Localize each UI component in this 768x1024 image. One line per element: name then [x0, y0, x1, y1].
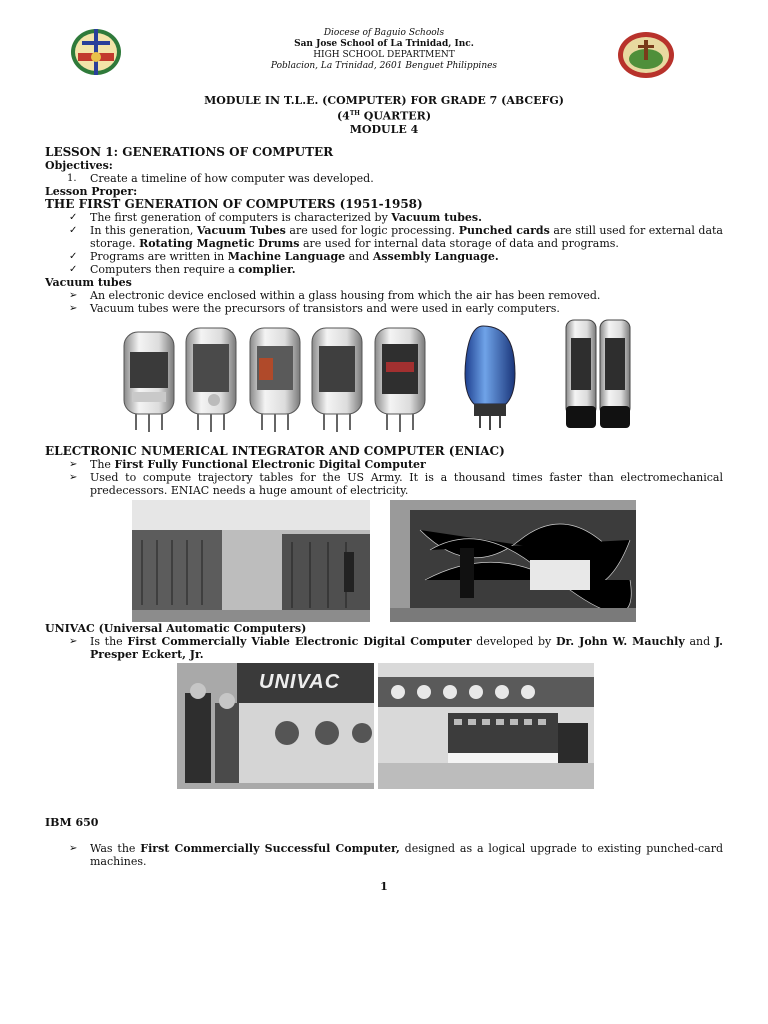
lesson-section	[45, 146, 723, 315]
text-bold: Vacuum Tubes	[196, 224, 286, 237]
vacuum-bullet-1	[45, 289, 723, 302]
text: Is the	[90, 635, 128, 648]
text-bold: complier.	[238, 263, 296, 276]
tube-5	[375, 328, 425, 432]
text-bold: J. Presper Eckert, Jr.	[90, 635, 723, 661]
text-bold: Assembly Language.	[372, 250, 499, 263]
module-title	[0, 94, 768, 136]
ibm-section	[45, 816, 723, 868]
lesson-proper-label: Lesson Proper:	[45, 185, 138, 198]
text: and	[684, 635, 715, 648]
objective-text: Create a timeline of how computer was developed.	[90, 172, 374, 185]
objective-item	[45, 172, 723, 185]
school-name: San Jose School of La Trinidad, Inc.	[294, 39, 474, 49]
text: The first generation of computers is characterized by	[90, 211, 392, 224]
lesson-heading: LESSON 1: GENERATIONS OF COMPUTER	[45, 145, 334, 159]
school-header	[0, 28, 768, 72]
quarter-post: QUARTER)	[359, 109, 432, 123]
text-bold: First Commercially Viable Electronic Digital Computer	[127, 635, 472, 648]
text-bold: Rotating Magnetic Drums	[139, 237, 300, 250]
check-icon: ✓	[69, 264, 78, 275]
text: and	[345, 250, 373, 263]
tube-blue	[465, 326, 515, 430]
text: Programs are written in	[90, 250, 228, 263]
vacuum-tubes-heading: Vacuum tubes	[45, 276, 132, 289]
eniac-bullet-1	[45, 458, 723, 471]
text: An electronic device enclosed within a glass housing from which the air has been removed.	[90, 289, 601, 302]
tube-1	[124, 332, 174, 432]
department-name: HIGH SCHOOL DEPARTMENT	[313, 50, 455, 60]
text-bold: Punched cards	[458, 224, 550, 237]
arrow-icon: ➢	[69, 636, 78, 647]
univac-photo-1	[177, 663, 374, 789]
diocese-name: Diocese of Baguio Schools	[323, 28, 445, 38]
first-gen-bullet-2	[45, 224, 723, 250]
arrow-icon: ➢	[69, 459, 78, 470]
text: are still used for external data storage.	[90, 224, 723, 250]
tube-4	[312, 328, 362, 432]
text-bold: Dr. John W. Mauchly	[555, 635, 685, 648]
first-gen-bullet-1	[45, 211, 723, 224]
text: In this generation,	[90, 224, 197, 237]
quarter-sup: TH	[349, 110, 360, 117]
text: are used for internal data storage of data and programs.	[299, 237, 619, 250]
text: are used for logic processing.	[285, 224, 459, 237]
eniac-photo-1	[132, 500, 370, 622]
spacer	[45, 829, 723, 842]
vacuum-tubes-image	[118, 318, 634, 436]
check-icon: ✓	[69, 251, 78, 262]
text-bold: First Commercially Successful Computer,	[140, 842, 400, 855]
univac-sign: UNIVAC	[259, 671, 341, 693]
tube-pair	[566, 320, 630, 428]
text: Used to compute trajectory tables for the US Army. It is a thousand times faster than electromechanical predecessors. ENIAC needs a huge amount of electricity.	[90, 471, 723, 497]
quarter-pre: (4	[336, 109, 350, 123]
eniac-bullet-2	[45, 471, 723, 497]
univac-heading: UNIVAC (Universal Automatic Computers)	[45, 622, 307, 635]
text-bold: First Fully Functional Electronic Digital Computer	[114, 458, 426, 471]
ibm-bullet-1	[45, 842, 723, 868]
text-bold: Vacuum tubes.	[391, 211, 482, 224]
objectives-label: Objectives:	[45, 159, 113, 172]
text: Was the	[90, 842, 141, 855]
univac-photo-2	[378, 663, 594, 789]
arrow-icon: ➢	[69, 843, 78, 854]
univac-bullet-1	[45, 635, 723, 661]
arrow-icon: ➢	[69, 290, 78, 301]
vacuum-bullet-2	[45, 302, 723, 315]
objective-number: 1.	[67, 173, 77, 184]
eniac-photo-2	[390, 500, 636, 622]
text: designed as a logical upgrade to existing punched-card machines.	[90, 842, 724, 868]
school-address: Poblacion, La Trinidad, 2601 Benguet Philippines	[270, 61, 498, 71]
tube-3	[250, 328, 300, 432]
arrow-icon: ➢	[69, 303, 78, 314]
eniac-section	[45, 445, 723, 497]
text-bold: Machine Language	[227, 250, 346, 263]
tube-2	[186, 328, 236, 432]
ibm-heading: IBM 650	[45, 816, 99, 829]
check-icon: ✓	[69, 212, 78, 223]
univac-section	[45, 622, 723, 661]
module-title-line2	[0, 107, 768, 123]
module-title-line3: MODULE 4	[349, 122, 419, 136]
first-gen-bullet-3	[45, 250, 723, 263]
first-generation-heading: THE FIRST GENERATION OF COMPUTERS (1951-1958)	[45, 197, 423, 211]
text: The	[90, 458, 115, 471]
module-title-line1: MODULE IN T.L.E. (COMPUTER) FOR GRADE 7 (ABCEFG)	[204, 94, 564, 107]
eniac-heading: ELECTRONIC NUMERICAL INTEGRATOR AND COMPUTER (ENIAC)	[45, 444, 505, 458]
first-gen-bullet-4	[45, 263, 723, 276]
page-number: 1	[380, 880, 388, 893]
text: Vacuum tubes were the precursors of transistors and were used in early computers.	[90, 302, 560, 315]
text: developed by	[471, 635, 556, 648]
check-icon: ✓	[69, 225, 78, 236]
arrow-icon: ➢	[69, 472, 78, 483]
text: Computers then require a	[90, 263, 239, 276]
